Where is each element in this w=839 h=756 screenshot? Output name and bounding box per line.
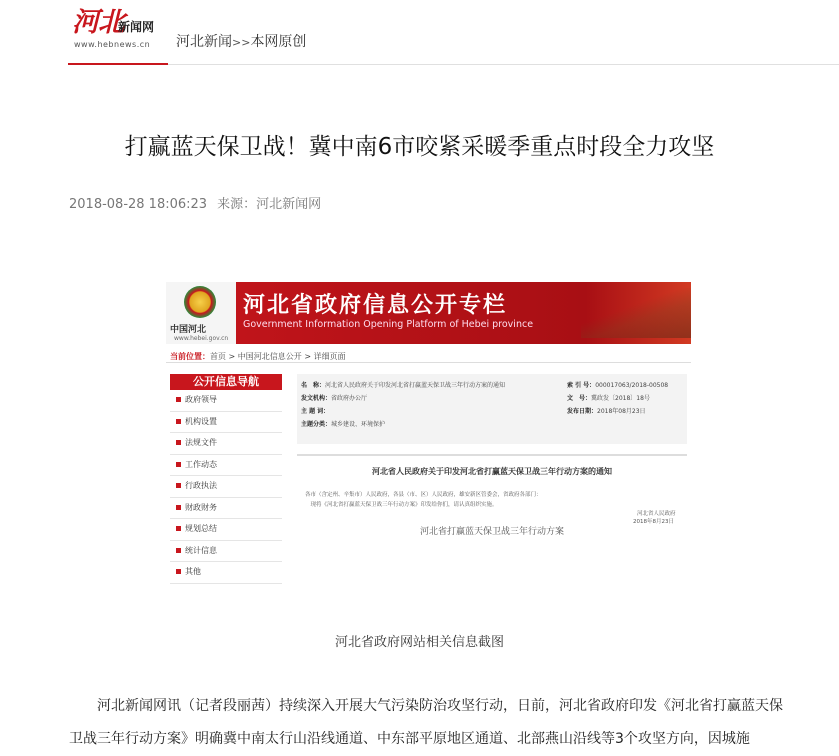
great-wall-image bbox=[581, 288, 691, 338]
info-index-value: 000017063/2018-00508 bbox=[595, 382, 669, 389]
gov-nav bbox=[170, 374, 282, 584]
gov-doc-body bbox=[297, 454, 687, 592]
gov-nav-label: 统计信息 bbox=[185, 545, 217, 555]
gov-banner-title: 河北省政府信息公开专栏 bbox=[243, 292, 508, 318]
info-category-row bbox=[301, 419, 385, 428]
bullet-icon bbox=[176, 419, 181, 424]
gov-nav-label: 规划总结 bbox=[185, 524, 217, 533]
info-org-label: 发文机构： bbox=[301, 395, 332, 402]
gov-divider bbox=[166, 362, 691, 363]
info-org-row bbox=[301, 393, 367, 402]
image-caption: 河北省政府网站相关信息截图 bbox=[334, 635, 504, 650]
gov-nav-item bbox=[170, 412, 282, 434]
breadcrumb-link-news[interactable]: 河北新闻 bbox=[176, 34, 232, 50]
gov-nav-item bbox=[170, 498, 282, 520]
info-index-label: 索 引 号： bbox=[567, 382, 596, 389]
gov-doc-sign-date: 2018年8月23日 bbox=[633, 519, 674, 525]
bullet-icon bbox=[176, 505, 181, 510]
gov-nav-heading: 公开信息导航 bbox=[170, 374, 282, 390]
info-date-label: 发布日期： bbox=[567, 408, 598, 415]
gov-doc-line: 现将《河北省打赢蓝天保卫战三年行动方案》印发给你们，请认真组织实施。 bbox=[305, 502, 498, 508]
logo-url: www.hebnews.cn bbox=[74, 40, 151, 49]
bullet-icon bbox=[176, 548, 181, 553]
gov-nav-label: 机构设置 bbox=[185, 416, 217, 426]
info-date-value: 2018年08月23日 bbox=[597, 408, 646, 415]
gov-nav-item bbox=[170, 519, 282, 541]
logo-subtitle: 新闻网 bbox=[118, 20, 155, 34]
logo-brand: 河北 bbox=[72, 7, 124, 38]
gov-nav-item bbox=[170, 562, 282, 584]
gov-nav-label: 工作动态 bbox=[185, 459, 217, 469]
article-meta bbox=[69, 193, 321, 212]
bullet-icon bbox=[176, 483, 181, 488]
gov-nav-label: 政府领导 bbox=[185, 395, 217, 404]
info-subject-row bbox=[301, 406, 329, 415]
gov-nav-label: 法规文件 bbox=[185, 438, 217, 447]
article-date: 2018-08-28 18:06:23 bbox=[69, 197, 208, 212]
gov-nav-label: 财政财务 bbox=[185, 502, 217, 512]
gov-doc-info bbox=[297, 374, 687, 444]
emblem-url: www.hebei.gov.cn bbox=[174, 335, 229, 342]
site-header bbox=[0, 0, 839, 64]
breadcrumb-separator: >> bbox=[232, 36, 251, 49]
gov-nav-label: 行政执法 bbox=[185, 481, 217, 490]
emblem-icon bbox=[184, 286, 216, 318]
gov-doc-line: 各市（含定州、辛集市）人民政府，各县（市、区）人民政府，雄安新区管委会，省政府各部门： bbox=[305, 492, 542, 498]
info-subject-label: 主 题 词： bbox=[301, 408, 330, 415]
info-name-label: 名 称： bbox=[301, 382, 326, 389]
bullet-icon bbox=[176, 462, 181, 467]
gov-breadcrumb-label: 当前位置： bbox=[170, 352, 210, 361]
header-accent-line bbox=[68, 63, 168, 65]
info-num-value: 冀政发〔2018〕18号 bbox=[591, 395, 650, 402]
gov-banner bbox=[166, 282, 691, 344]
info-category-value: 城乡建设、环境保护 bbox=[331, 421, 386, 428]
info-num-row bbox=[567, 393, 650, 402]
breadcrumb-link-original[interactable]: 本网原创 bbox=[250, 34, 307, 50]
site-logo[interactable] bbox=[72, 6, 172, 50]
info-date-row bbox=[567, 406, 646, 415]
bullet-icon bbox=[176, 397, 181, 402]
article-paragraph: 河北新闻网讯（记者段丽茜）持续深入开展大气污染防治攻坚行动，日前，河北省政府印发《河北省打赢蓝天保卫战三年行动方案》明确冀中南太行山沿线通道、中东部平原地区通道、北部燕山沿线等3个攻坚方向，因城施 bbox=[69, 698, 783, 747]
gov-nav-label: 其他 bbox=[185, 567, 201, 576]
gov-breadcrumb-path: 首页 > 中国河北信息公开 > 详细页面 bbox=[210, 352, 346, 361]
bullet-icon bbox=[176, 569, 181, 574]
info-num-label: 文 号： bbox=[567, 395, 592, 402]
bullet-icon bbox=[176, 440, 181, 445]
gov-nav-item bbox=[170, 476, 282, 498]
breadcrumb bbox=[176, 31, 306, 51]
article-source: 来源：河北新闻网 bbox=[217, 197, 322, 212]
info-category-label: 主题分类： bbox=[301, 421, 332, 428]
info-org-value: 省政府办公厅 bbox=[331, 395, 368, 402]
gov-doc-title: 河北省人民政府关于印发河北省打赢蓝天保卫战三年行动方案的通知 bbox=[372, 467, 612, 476]
info-index-row bbox=[567, 380, 668, 389]
article-body bbox=[69, 690, 784, 756]
gov-nav-item bbox=[170, 390, 282, 412]
gov-banner-title-en: Government Information Opening Platform of Hebei province bbox=[243, 319, 534, 330]
emblem-label: 中国河北 bbox=[170, 325, 207, 335]
gov-doc-sign: 河北省人民政府 bbox=[637, 511, 676, 517]
gov-nav-item bbox=[170, 433, 282, 455]
info-name-value: 河北省人民政府关于印发河北省打赢蓝天保卫战三年行动方案的通知 bbox=[325, 382, 506, 389]
info-name-row bbox=[301, 380, 505, 389]
gov-breadcrumb bbox=[170, 351, 346, 362]
bullet-icon bbox=[176, 526, 181, 531]
gov-doc-subtitle: 河北省打赢蓝天保卫战三年行动方案 bbox=[419, 527, 564, 537]
header-divider bbox=[168, 64, 839, 65]
article-image bbox=[166, 282, 691, 592]
gov-nav-item bbox=[170, 541, 282, 563]
gov-nav-item bbox=[170, 455, 282, 477]
article-title: 打赢蓝天保卫战！冀中南6市咬紧采暖季重点时段全力攻坚 bbox=[124, 134, 715, 161]
